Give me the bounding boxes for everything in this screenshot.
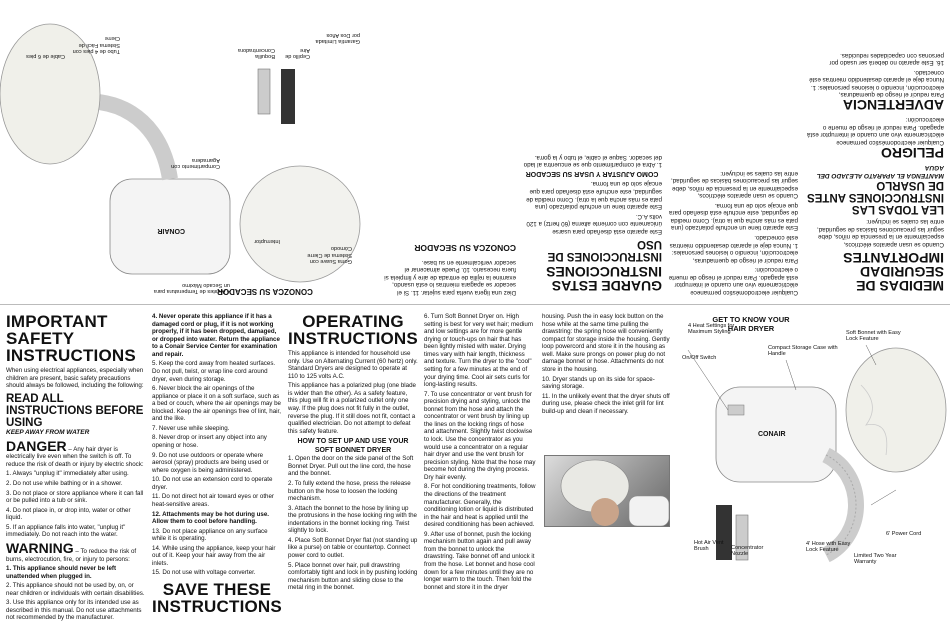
- en-danger-2: 2. Do not use while bathing or in a shower.: [6, 480, 123, 488]
- es-label-warranty: Garantía Limitada por Dos Años: [315, 31, 360, 44]
- es-warnings-repeat-4: Cuando se usan aparatos eléctricos, especialmente en la presencia de niños, debe seguir las precauciones básicas de seguridad, entre las cuales se incluyen:: [671, 169, 798, 200]
- en-danger-5: 5. If an appliance falls into water, "unplug it" immediately. Do not reach into the water.: [6, 523, 126, 539]
- en-warning-13: 13. Do not place appliance on any surface while it is operating.: [152, 527, 268, 543]
- en-warning-12: 12. Attachments may be hot during use. Allow them to cool before handling.: [152, 510, 270, 526]
- es-brand: CONAIR: [157, 227, 185, 234]
- en-save-title: SAVE THESE INSTRUCTIONS: [152, 580, 282, 616]
- es-label-nozzle: Boquilla Concentradora: [237, 46, 275, 59]
- en-step-4: 4. Place Soft Bonnet Dryer flat (not standing up like a purse) on table or countertop. Connect power cord to outlet.: [288, 536, 418, 559]
- es-label-bonnet: Gorra Suave con Sistema de Cierre Cómodo: [307, 245, 352, 264]
- en-step-8: 8. For hot conditioning treatments, follow the directions of the treatment manufacturer. Generally, the conditioning lotion or liquid is distributed in the hair and heat is applied until the desired conditioning has been achieved.: [424, 483, 536, 529]
- en-danger-1: 1. Always "unplug it" immediately after using.: [6, 470, 129, 478]
- en-warning-8: 8. Never drop or insert any object into any opening or hose.: [152, 434, 267, 449]
- es-warning: ADVERTENCIA: [842, 97, 944, 114]
- es-warnings-repeat-3: Este aparato tiene un enchufe polarizado (una pata es más ancha que la otra). Como medida de seguridad, este enchufe está diseñado para que encaje solo de una forma.: [668, 201, 798, 232]
- en-step-10: 10. Dryer stands up on its side for space-saving storage.: [542, 375, 655, 391]
- en-danger: DANGER: [6, 437, 67, 454]
- es-care-text: Diez una ligera vuelta para sujetar. 11. Si el secador se apagara mientras lo está usando, examine la rejilla de entrada de aire y limpiela si fuera necesario. 10. Puede almacenar el secador verticalmente en su base.: [384, 258, 516, 296]
- en-safety-intro: When using electrical appliances, especially when children are present, basic safety precautions should always be followed, including the following:: [6, 367, 144, 390]
- en-diagram-title: GET TO KNOW YOUR HAIR DRYER: [712, 315, 790, 333]
- en-label-brush: Hot Air Vent Brush: [694, 540, 724, 553]
- en-step-5: 5. Place bonnet over hair, pull drawstring comfortably tight and lock in by pushing locking mechanism button and sliding close to the metal ring in the bonnet.: [288, 561, 418, 592]
- es-voltage: Este aparato está diseñado para usarse únicamente con corriente alterna (60 hertz) a 120 volts A.C.: [526, 212, 662, 235]
- es-label-brush: Cepillo de Aire: [285, 46, 310, 59]
- en-label-nozzle: Concentrator Nozzle: [731, 545, 764, 558]
- en-label-switch: On/Off Switch: [682, 355, 717, 361]
- en-steps-column: [424, 313, 536, 605]
- en-how-to: HOW TO SET UP AND USE YOUR SOFT BONNET DRYER: [297, 438, 409, 454]
- es-operating-title: INSTRUCCIONES DE USO: [547, 237, 662, 262]
- es-how-to: COMO AJUSTAR Y USAR SU SECADOR: [525, 169, 659, 177]
- es-danger-text: Cualquier electrodoméstico permanece eléctricamente vivo aun cuando el interruptor está apagado. Para reducir el riesgo de muerte o electrocución:: [807, 116, 944, 146]
- en-operating-title: OPERATING INSTRUCTIONS: [288, 312, 418, 348]
- es-intro: Este aparato tiene un enchufe polarizado (una pata es más ancha que la otra). Como medida de seguridad, este enchufe está diseñado para que encaje solo de una forma.: [526, 180, 662, 211]
- en-warning-7: 7. Never use while sleeping.: [152, 424, 230, 432]
- es-last-item: 16. Este aparato no deberá ser usado por personas con capacidades reducidas.: [829, 51, 944, 67]
- es-step-1: 1. Abra el compartimento que se encuentra al lado del secador. Saque el cable, el tubo y la gorra.: [523, 153, 662, 169]
- en-warning-5: 5. Keep the cord away from heated surfaces. Do not pull, twist, or wrap line cord around dryer, even during storage.: [152, 360, 276, 383]
- en-warning-1: 1. This appliance should never be left unattended when plugged in.: [6, 565, 117, 580]
- es-warnings-repeat-2: Para reducir el riesgo de quemaduras, electrocución, incendio o lesiones personales: 1. Nunca deje el aparato desatendido mientras esté conectado.: [669, 234, 798, 264]
- es-safety-column: [804, 4, 944, 296]
- en-safety-title: IMPORTANT SAFETY INSTRUCTIONS: [6, 312, 136, 365]
- en-label-heat: 4 Heat Settings for Maximum Styling: [688, 323, 735, 336]
- es-warnings-repeat: Cualquier electrodoméstico permanece eléctricamente vivo aun cuando el interruptor está apagado. Para reducir el riesgo de muerte o electrocución:: [668, 266, 798, 296]
- en-label-warranty: Limited Two Year Warranty: [854, 553, 897, 566]
- photo-woman-using-dryer: [544, 455, 670, 527]
- es-know-title: CONOZCA SU SECADOR: [414, 243, 516, 254]
- en-step-11: 11. In the unlikely event that the dryer shuts off during use, please check the inlet grill for lint build-up and clean if necessary.: [542, 392, 670, 415]
- en-warning-10: 10. Do not use an extension cord to operate dryer.: [152, 476, 273, 491]
- es-label-switch: Interruptor: [254, 238, 280, 244]
- en-warning-3: 3. Use this appliance only for its intended use as described in this manual. Do not use attachments not recommended by the manufacturer.: [6, 599, 142, 622]
- es-safety-title: MEDIDAS DE SEGURIDAD IMPORTANTES: [843, 250, 944, 294]
- en-label-bonnet: Soft Bonnet with Easy Lock Feature: [846, 330, 901, 343]
- es-warnings-continued: [668, 4, 798, 296]
- es-label-hose: Tubo de 4 pies con Sistema Fácil de Cierre: [72, 35, 120, 54]
- es-danger: PELIGRO: [880, 144, 944, 161]
- en-warning-11: 11. Do not direct hot air toward eyes or other heat-sensitive areas.: [152, 493, 274, 508]
- top-half-spanish: [0, 0, 950, 304]
- en-operating-column: [288, 313, 418, 605]
- es-diagram-title: CONOZCA SU SECADOR: [217, 287, 313, 296]
- en-warning-9: 9. Do not use outdoors or operate where aerosol (spray) products are being used or where oxygen is being administered.: [152, 451, 269, 474]
- en-danger-4: 4. Do not place in, or drop into, water or other liquid.: [6, 506, 131, 522]
- en-step-3: 3. Attach the bonnet to the hose by lining up the protrusions in the hose locking ring with the indentations in the bonnet locking ring. Twist slightly to lock.: [288, 504, 417, 535]
- en-warning-2: 2. This appliance should not be used by, on, or near children or individuals with certain disabilities.: [6, 582, 145, 597]
- en-danger-3: 3. Do not place or store appliance where it can fall or be pulled into a tub or sink.: [6, 489, 144, 505]
- en-warning-6: 6. Never block the air openings of the appliance or place it on a soft surface, such as a bed or couch, where the air openings may be blocked. Keep the air openings free of lint, hair, and the like.: [152, 385, 281, 423]
- en-safety-column: [6, 312, 146, 622]
- en-label-compartment: Compact Storage Case with Handle: [768, 345, 838, 358]
- en-warning-text: – To reduce the risk of burns, electrocution, fire, or injury to persons:: [6, 547, 137, 563]
- en-diagram: [676, 305, 950, 609]
- es-label-temps: 4 Ajustes de Temperatura para un Secado Máximo: [153, 281, 230, 294]
- es-read-all: LEA TODAS LAS INSTRUCCIONES ANTES DE USARLO: [807, 178, 944, 215]
- en-step-6: 6. Turn Soft Bonnet Dryer on. High setting is best for very wet hair; medium and low settings are for more gentle drying or touch-ups on hair that has been lightly misted with water. Drying times vary with hair length, thickness and texture. Turn the dryer to the "cool" setting for a few minutes at the end of your drying time. Cool air sets curls for long-lasting results.: [424, 313, 534, 389]
- en-label-hose: 4' Hose with Easy Lock Feature: [806, 541, 851, 554]
- es-warning-text: Para reducir el riesgo de quemaduras, electrocución, incendio o lesiones personales: 1. Nunca deje el aparato desatendido mientras esté conectado.: [809, 68, 944, 99]
- en-step-2: 2. To fully extend the hose, press the release button on the hose to loosen the locking mechanism.: [288, 479, 411, 503]
- en-voltage: This appliance is intended for household use only. Use on Alternating Current (60 hertz) only. Standard Dryers are designed to operate at 110 to 125 volts A.C.: [288, 350, 418, 380]
- bottom-half-english: [0, 305, 950, 622]
- es-label-cord: Cable de 6 pies: [26, 53, 65, 59]
- en-storage: housing. Push the in easy lock button on the hose while at the same time pulling the drawstring: the spring hose will conveniently compact for storage inside the housing. Gently loop powercord and store it in the housing as well. Make sure prongs on power plug do not damage bonnet or hose. Attachments do not store in the housing.: [542, 313, 670, 373]
- en-danger-text: – Any hair dryer is electrically live even when the switch is off. To reduce the risk of death or injury by electric shock:: [6, 445, 144, 468]
- en-warnings-column: [152, 313, 282, 616]
- en-brand: CONAIR: [758, 431, 786, 438]
- en-step-1: 1. Open the door on the side panel of the Soft Bonnet Dryer. Pull out the line cord, the hose and the bonnet.: [288, 455, 414, 478]
- en-step-7: 7. To use concentrator or vent brush for precision drying and styling, unlock the bonnet from the hose and attach the concentrator or vent brush by lining up the lines on the locking rings of hose and attachment. Slightly twist clockwise to lock. Use the concentrator as you would use a concentrator on a regular hair dryer and use the vent brush for precision styling. Note that the hose may become hot during the drying process. Dry hair evenly.: [424, 390, 536, 481]
- en-warning: WARNING: [6, 539, 74, 556]
- es-safety-intro: Cuando se usan aparatos eléctricos, especialmente en la presencia de niños, debe seguir las precauciones básicas de seguridad, entre las cuales se incluyen:: [817, 218, 944, 248]
- en-warning-4: 4. Never operate this appliance if it has a damaged cord or plug, if it is not working properly, if it has been dropped, damaged, or dropped into water. Return the appliance to a Conair Service Center for examination and repair.: [152, 313, 280, 358]
- es-diagram: [0, 0, 370, 304]
- en-keep-away: KEEP AWAY FROM WATER: [6, 428, 90, 436]
- en-read-all: READ ALL INSTRUCTIONS BEFORE USING: [6, 392, 144, 429]
- es-instructions-column: [522, 4, 662, 296]
- es-care-column: [381, 4, 516, 296]
- en-warning-14: 14. While using the appliance, keep your hair out of it. Keep your hair away from the air inlets.: [152, 544, 276, 567]
- es-save-title: GUARDE ESTAS INSTRUCCIONES: [546, 264, 662, 294]
- en-label-cord: 6' Power Cord: [886, 531, 922, 537]
- en-warning-15: 15. Do not use with voltage converter.: [152, 569, 256, 577]
- en-step-9: 9. After use of bonnet, push the locking mechanism button again and pull away from the bonnet to unlock the drawstring. Take bonnet off and unlock it from the hose. Let bonnet and hose cool down for a few minutes until they are no longer warm to the touch. Then fold the bonnet and store it in the dryer: [424, 530, 535, 591]
- en-polarized: This appliance has a polarized plug (one blade is wider than the other). As a safety feature, this plug will fit in a polarized outlet only one way. If the plug does not fit fully in the outlet, reverse the plug. If it still does not fit, contact a qualified electrician. Do not attempt to defeat this safety feature.: [288, 382, 416, 435]
- es-keep-away: MANTENGA EL APARATO ALEJADO DEL AGUA: [816, 163, 944, 179]
- es-label-compartment: Compartimento con Agarradera: [171, 156, 220, 169]
